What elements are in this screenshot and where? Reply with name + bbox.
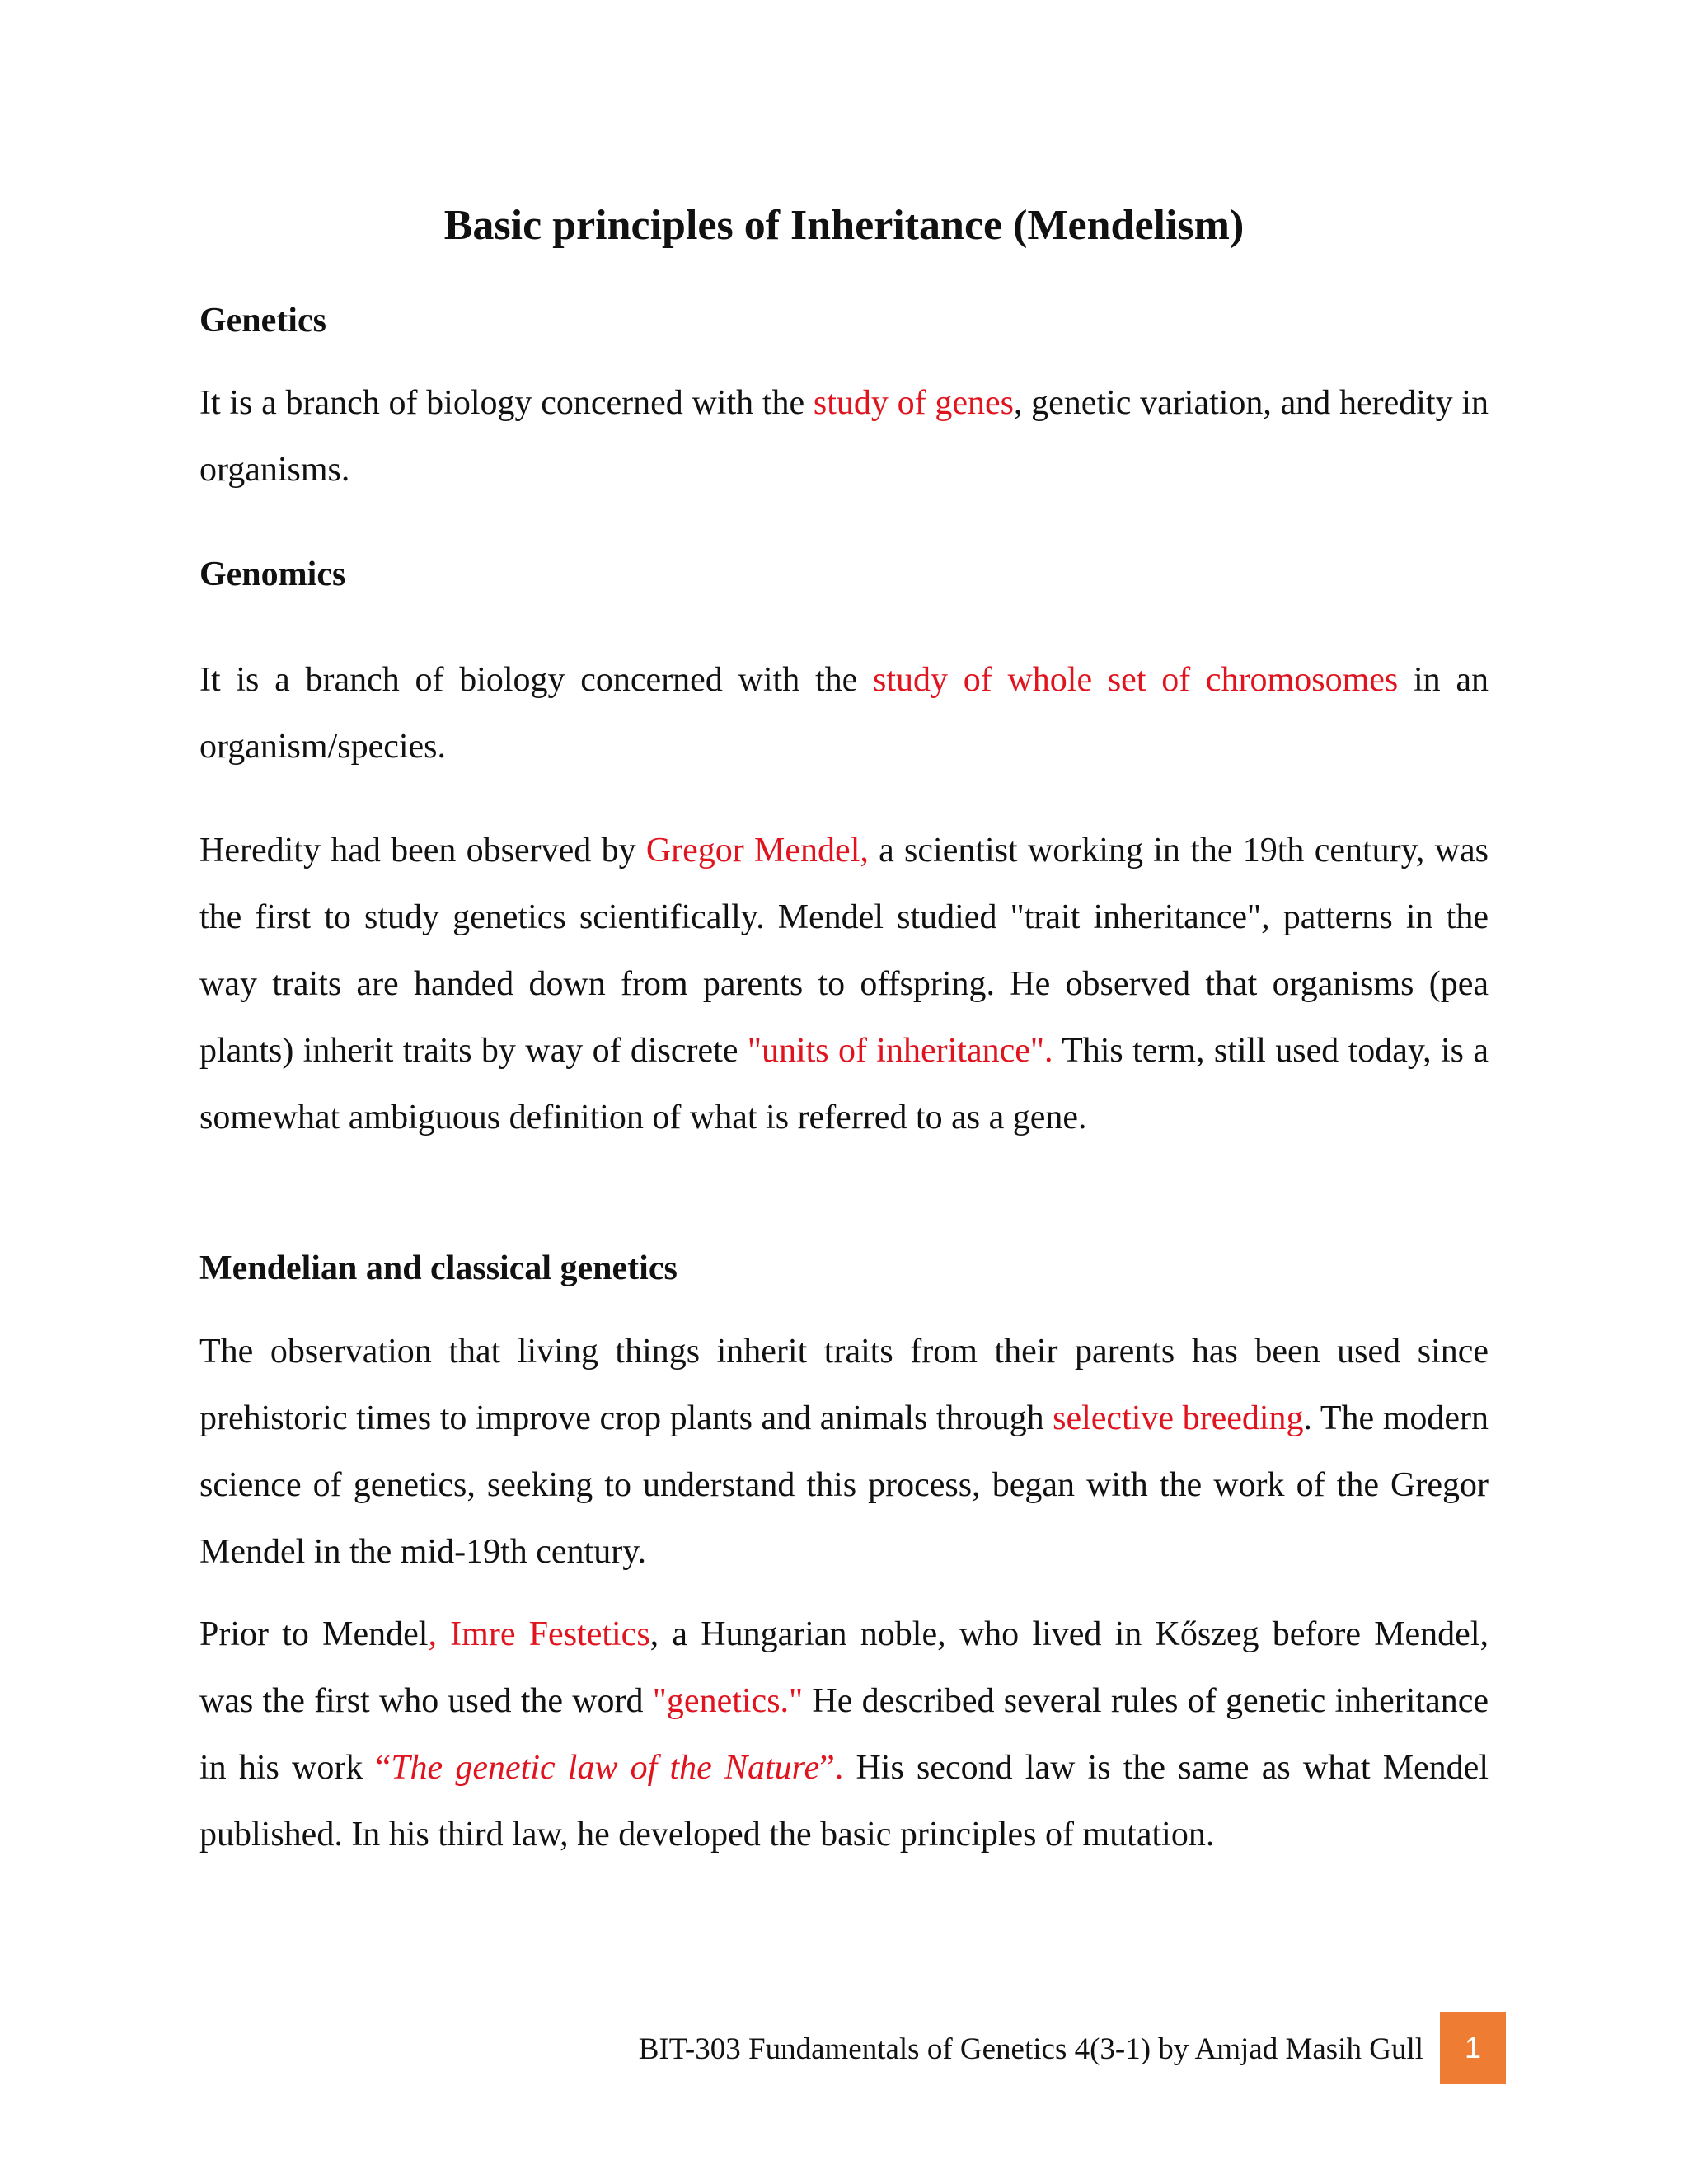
highlight-selective-breeding: selective breeding bbox=[1053, 1399, 1304, 1437]
text-run: The observation that living things inherit traits from their parents has been used since prehistoric times to improve crop plants and animals through bbox=[199, 1333, 1489, 1437]
highlight-whole-set-of-chromosomes: study of whole set of chromosomes bbox=[873, 661, 1399, 699]
page-title: Basic principles of Inheritance (Mendelism) bbox=[443, 202, 1245, 249]
heading-mendelian-classical-genetics: Mendelian and classical genetics bbox=[199, 1249, 678, 1287]
highlight-imre-festetics: , Imre Festetics bbox=[428, 1615, 650, 1653]
highlight-quote-open: “ bbox=[375, 1749, 392, 1787]
paragraph-observation bbox=[199, 1319, 1489, 1586]
highlight-genetic-law-of-nature: The genetic law of the Nature bbox=[391, 1749, 820, 1787]
paragraph-genetics bbox=[199, 370, 1489, 504]
paragraph-imre-festetics bbox=[199, 1601, 1489, 1868]
text-run: . The modern science of genetics, seeking to understand this process, began with the work of the Gregor Mendel in the mid-19th century. bbox=[199, 1399, 1489, 1571]
text-run: , a Hungarian noble, who lived in Kőszeg before Mendel, was the first who used the word bbox=[199, 1615, 1489, 1720]
heading-genetics: Genetics bbox=[199, 302, 326, 340]
text-run: a scientist working in the 19th century, was the first to study genetics scientifically. Mendel studied "trait inheritance", patterns in the way traits are handed down from parents to offspring. He observed that organisms (pea plants) inherit traits by way of discrete bbox=[199, 832, 1489, 1070]
text-run: It is a branch of biology concerned with the bbox=[199, 661, 873, 699]
highlight-genetics-word: "genetics." bbox=[652, 1682, 804, 1720]
highlight-units-of-inheritance: "units of inheritance". bbox=[747, 1032, 1053, 1070]
text-run: in an organism/species. bbox=[199, 661, 1489, 766]
highlight-study-of-genes: study of genes bbox=[813, 384, 1014, 422]
highlight-quote-close: ”. bbox=[819, 1749, 844, 1787]
text-run: He described several rules of genetic inheritance in his work bbox=[199, 1682, 1489, 1787]
paragraph-heredity bbox=[199, 818, 1489, 1151]
text-run: , genetic variation, and heredity in organisms. bbox=[199, 384, 1489, 489]
paragraph-genomics bbox=[199, 647, 1489, 780]
text-run: His second law is the same as what Mendel published. In his third law, he developed the basic principles of mutation. bbox=[199, 1749, 1489, 1854]
page-number-badge: 1 bbox=[1440, 2012, 1506, 2084]
text-run: Heredity had been observed by bbox=[199, 832, 646, 869]
text-run: Prior to Mendel bbox=[199, 1615, 429, 1653]
highlight-gregor-mendel: Gregor Mendel, bbox=[645, 832, 869, 869]
heading-genomics: Genomics bbox=[199, 555, 346, 593]
footer-course-info: BIT-303 Fundamentals of Genetics 4(3-1) by Amjad Masih Gull bbox=[638, 2032, 1423, 2066]
text-run: This term, still used today, is a somewhat ambiguous definition of what is referred to as a gene. bbox=[199, 1032, 1489, 1137]
text-run: It is a branch of biology concerned with the bbox=[199, 384, 814, 422]
